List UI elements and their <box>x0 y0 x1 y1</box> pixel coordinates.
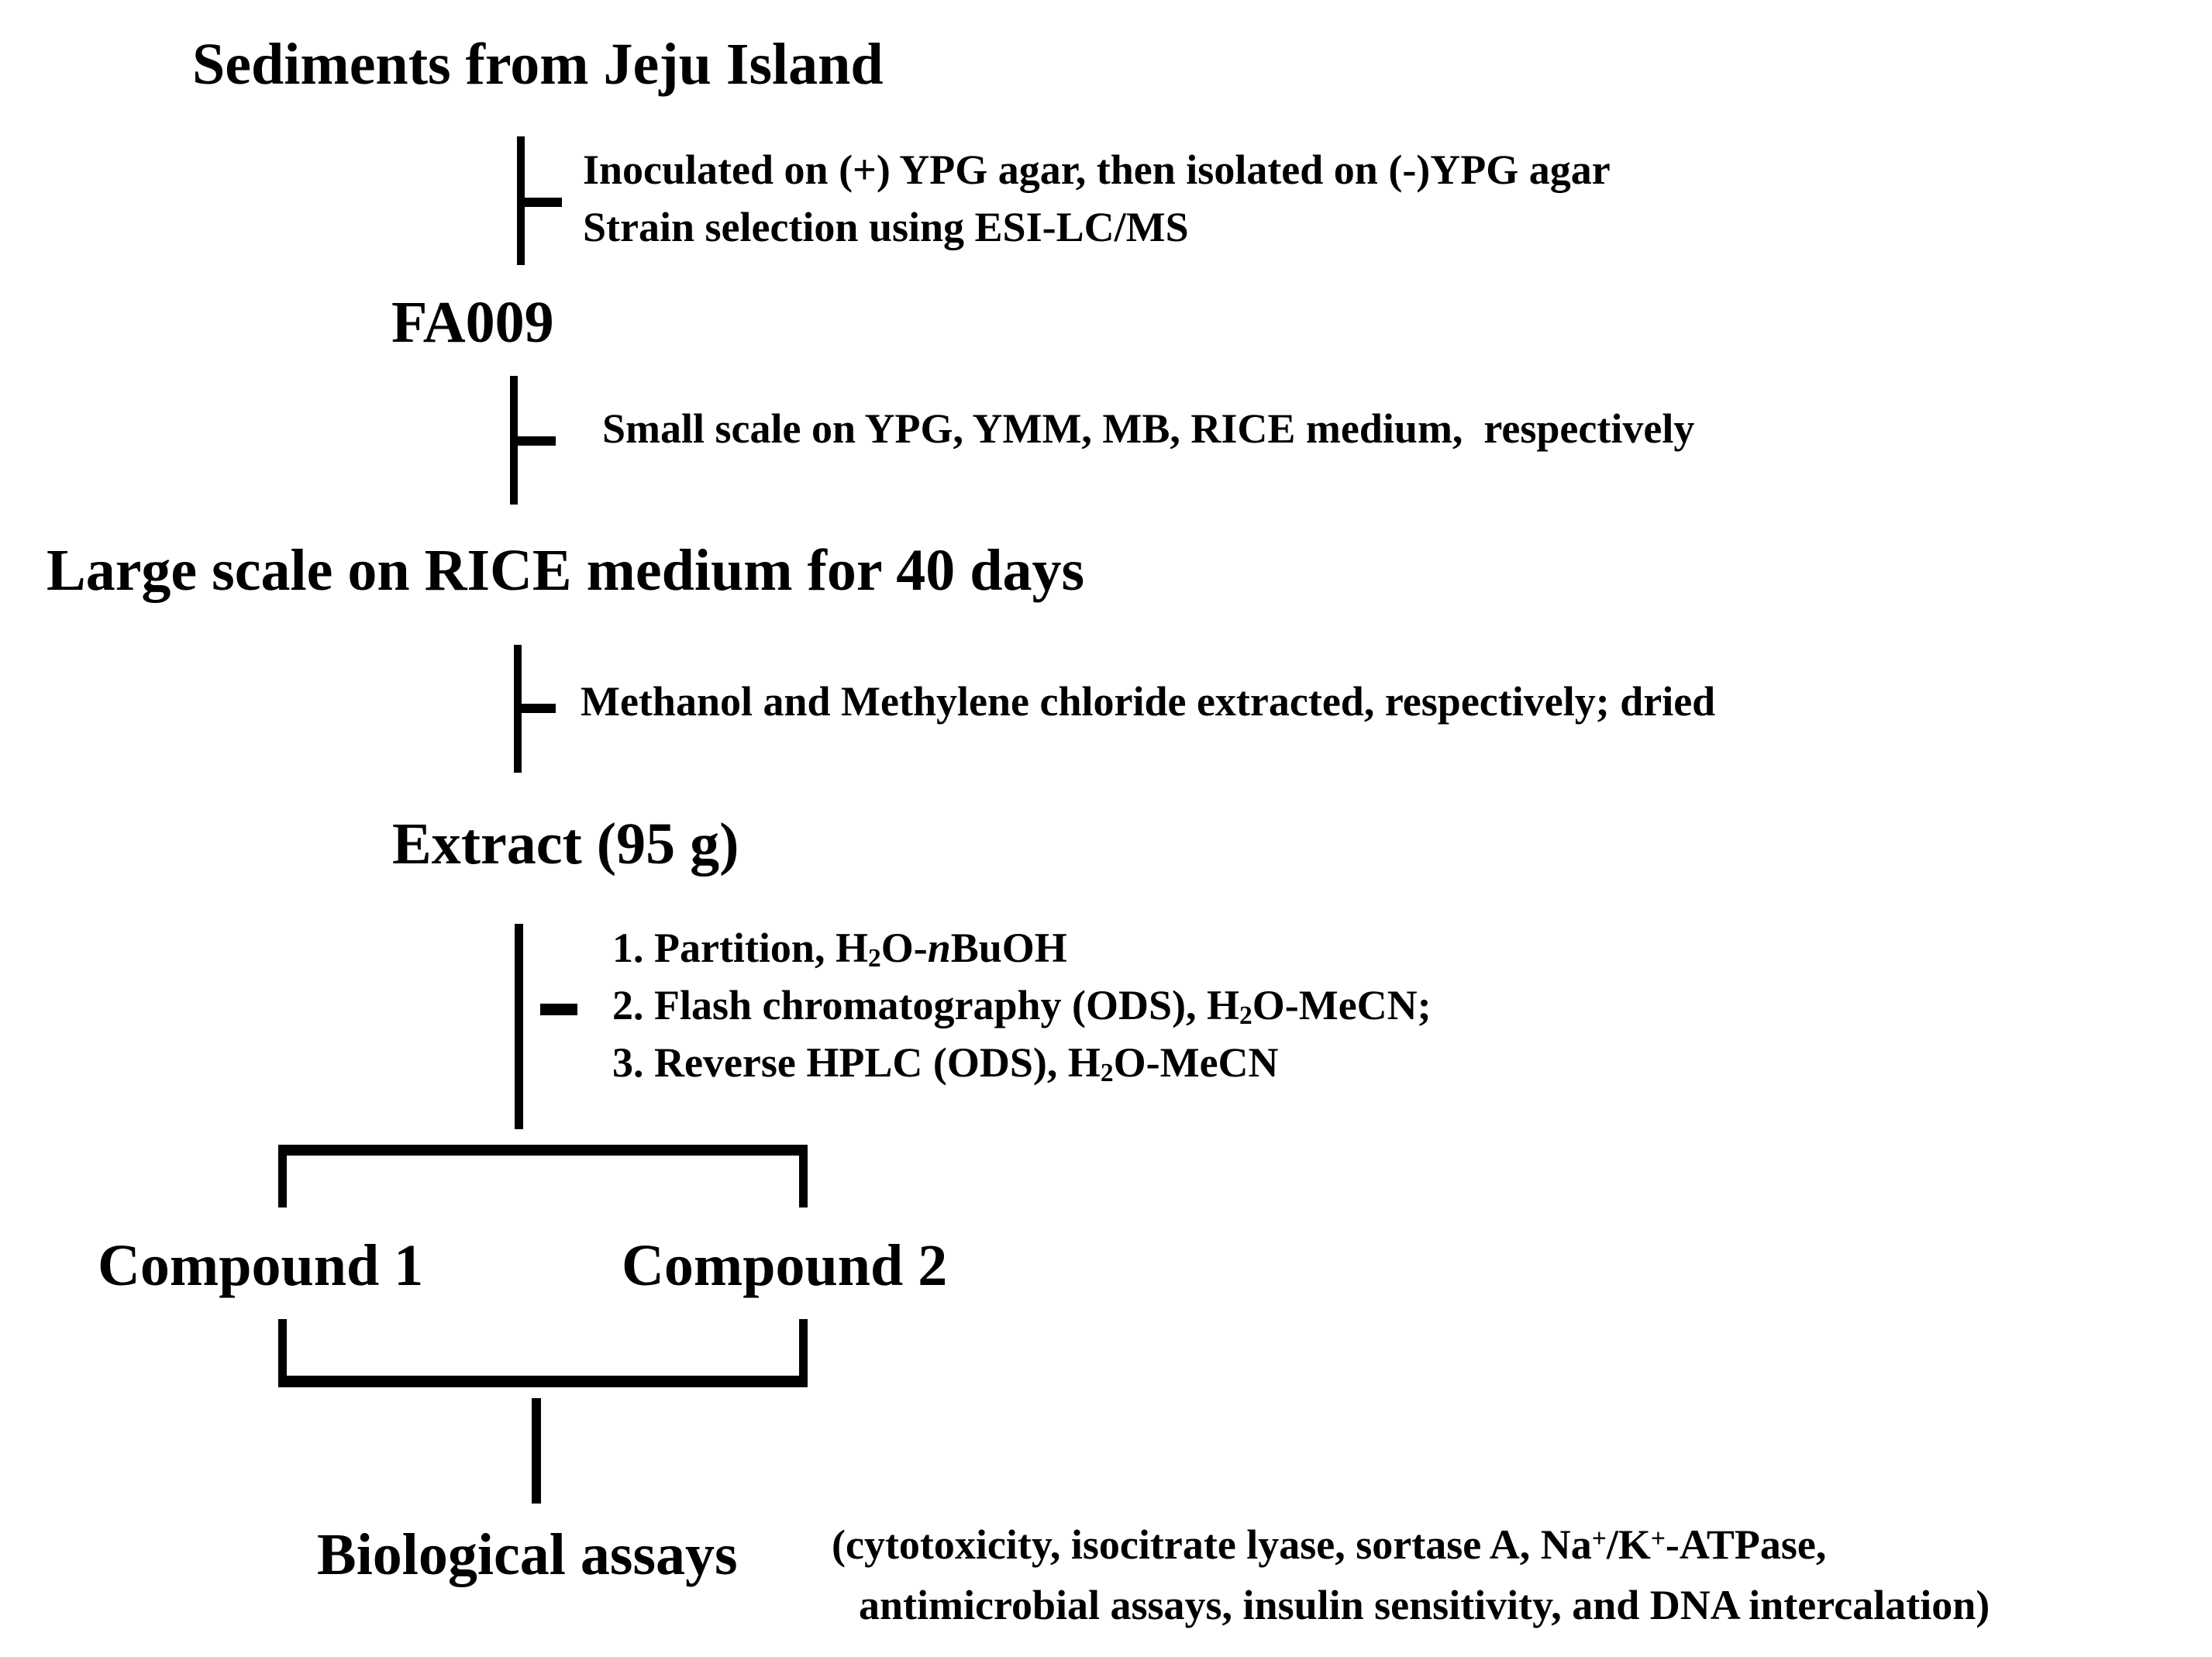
purification-step-3: 3. Reverse HPLC (ODS), $H_2O$-MeCN <box>612 1039 1279 1088</box>
node-biological-assays: Biological assays <box>317 1522 738 1587</box>
assay-detail-line1: (cytotoxicity, isocitrate lyase, sortase A, Na+/K+-ATPase, <box>832 1521 1827 1568</box>
node-compound-2: Compound 2 <box>622 1233 948 1298</box>
split-bracket-left-leg <box>278 1156 287 1207</box>
node-large-scale: Large scale on RICE medium for 40 days <box>47 538 1085 603</box>
small-scale-annotation: Small scale on YPG, YMM, MB, RICE medium, respectively <box>602 405 1695 452</box>
split-bracket-bar <box>278 1145 808 1156</box>
extraction-annotation: Methanol and Methylene chloride extracted, respectively; dried <box>581 678 1716 725</box>
connector-tick-3 <box>521 704 556 713</box>
merge-bracket-bar <box>278 1376 808 1387</box>
purification-step-1: 1. Partition, $H_2O$-nBuOH <box>612 925 1067 973</box>
connector-line-5 <box>532 1398 541 1504</box>
connector-line-4 <box>515 924 523 1129</box>
node-sediments: Sediments from Jeju Island <box>192 32 884 97</box>
node-fa009: FA009 <box>391 290 554 355</box>
purification-step-2: 2. Flash chromatography (ODS), $H_2O$-MeCN; <box>612 982 1432 1031</box>
connector-tick-4 <box>540 1004 577 1015</box>
node-compound-1: Compound 1 <box>98 1233 424 1298</box>
merge-bracket-left-leg <box>278 1319 287 1376</box>
isolation-annotation-line2: Strain selection using ESI-LC/MS <box>583 204 1189 250</box>
assay-detail-line2: antimicrobial assays, insulin sensitivity, and DNA intercalation) <box>859 1582 1990 1628</box>
isolation-annotation-line1: Inoculated on (+) YPG agar, then isolated on (-)YPG agar <box>583 146 1611 193</box>
merge-bracket-right-leg <box>799 1319 808 1376</box>
connector-tick-1 <box>524 198 562 207</box>
split-bracket-right-leg <box>799 1156 808 1207</box>
node-extract: Extract (95 g) <box>392 811 739 877</box>
connector-tick-2 <box>517 436 556 446</box>
